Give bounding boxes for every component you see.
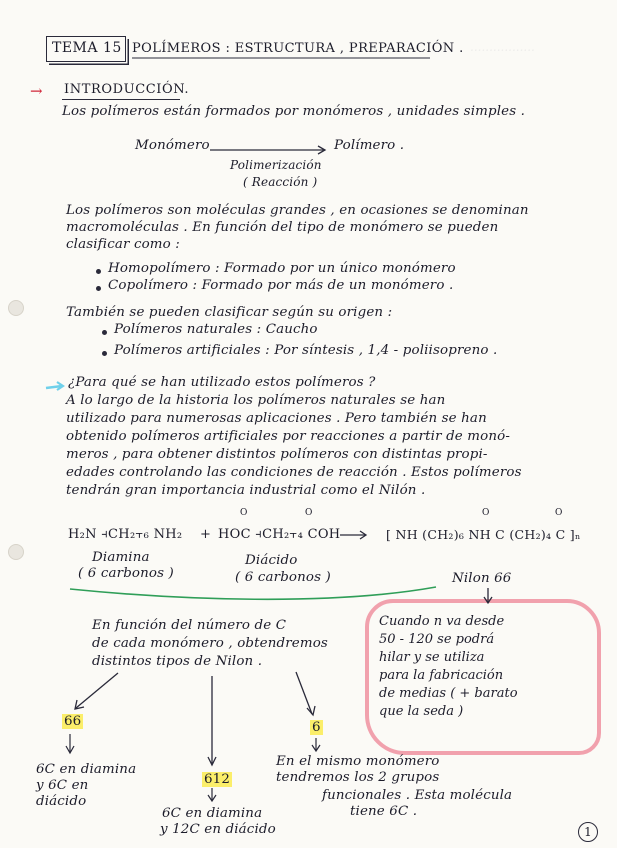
pink-note-line: de medias ( + barato [379,686,518,701]
reactant-diamine: H₂N ⫞CH₂⫟₆ NH₂ [68,527,183,542]
paragraph3-line: meros , para obtener distintos polímeros con distintas propi- [66,447,488,462]
reaction-plus: + [200,527,212,542]
reactant-diacid: HOC ⫞CH₂⫟₄ COH [218,527,341,542]
paragraph2: También se pueden clasificar según su origen : [66,305,393,320]
pink-note-line: Cuando n va desde [379,614,505,629]
branch-6-text: funcionales . Esta molécula [322,788,513,803]
pink-note-line: hilar y se utiliza [379,650,485,665]
title-box-text: TEMA 15 [52,40,122,56]
label-diamine: Diamina [92,550,150,565]
label-nylon66: Nilon 66 [452,571,512,586]
pink-note-line: que la seda ) [379,704,464,719]
paragraph3-line: A lo largo de la historia los polímeros naturales se han [66,393,446,408]
label-diacid-carbons: ( 6 carbonos ) [235,570,331,585]
diagram-polymer: Polímero . [334,138,405,153]
branch-arrow-icon [296,672,312,714]
product-nylon: [ NH (CH₂)₆ NH C (CH₂)₄ C ]ₙ [386,527,581,542]
pink-note-line: 50 - 120 se podrá [379,632,495,647]
branch-6-text: tiene 6C . [350,804,418,819]
branch-6-label: 6 [312,720,321,735]
branch-arrow-icon [76,673,118,708]
page-number: 1 [578,822,598,842]
paragraph3-line: obtenido polímeros artificiales por reacciones a partir de monó- [66,429,510,444]
branch-66-label: 66 [64,714,82,729]
paragraph3-line: edades controlando las condiciones de reacción . Estos polímeros [66,465,522,480]
branch-66-text: y 6C en [36,778,89,793]
oxygen-mark: O [555,508,563,518]
branch-6-text: tendremos los 2 grupos [276,770,440,785]
intro-heading: INTRODUCCIÓN. [64,82,190,97]
paragraph3-line: tendrán gran importancia industrial como el Nilón . [66,483,426,498]
paragraph1-line: macromoléculas . En función del tipo de monómero se pueden [66,220,499,235]
branch-612-text: 6C en diamina [162,806,263,821]
branch-612-text: y 12C en diácido [160,822,276,837]
diagram-monomer: Monómero [135,138,210,153]
branch-66-text: diácido [36,794,87,809]
label-diacid: Diácido [245,553,298,568]
oxygen-mark: O [240,508,248,518]
branch-612-label: 612 [204,772,231,787]
bullet-natural: Polímeros naturales : Caucho [114,322,318,337]
function-text-line: distintos tipos de Nilon . [92,654,263,669]
paragraph1-line: clasificar como : [66,237,180,252]
function-text-line: En función del número de C [92,618,287,633]
bleed-through: ................. [470,40,535,54]
function-text-line: de cada monómero , obtendremos [92,636,328,651]
title-text: POLÍMEROS : ESTRUCTURA , PREPARACIÓN . [132,41,464,56]
oxygen-mark: O [305,508,313,518]
bullet-copolymer: Copolímero : Formado por más de un monómero . [108,278,454,293]
intro-line: Los polímeros están formados por monómeros , unidades simples . [62,104,526,119]
pink-note-line: para la fabricación [379,668,504,683]
oxygen-mark: O [482,508,490,518]
paragraph3-line: utilizado para numerosas aplicaciones . Pero también se han [66,411,487,426]
branch-6-text: En el mismo monómero [276,754,440,769]
question: ¿Para qué se han utilizado estos polímeros ? [68,375,376,390]
paragraph1-line: Los polímeros son moléculas grandes , en ocasiones se denominan [66,203,529,218]
bullet-homopolymer: Homopolímero : Formado por un único monómero [108,261,456,276]
branch-66-text: 6C en diamina [36,762,137,777]
diagram-polymerization: Polimerización [230,158,322,172]
red-arrow-icon: → [30,82,43,100]
green-underline [70,587,436,599]
diagram-reaction: ( Reacción ) [243,175,318,189]
bullet-artificial: Polímeros artificiales : Por síntesis , 1,4 - poliisopreno . [114,343,498,358]
label-diamine-carbons: ( 6 carbonos ) [78,566,174,581]
